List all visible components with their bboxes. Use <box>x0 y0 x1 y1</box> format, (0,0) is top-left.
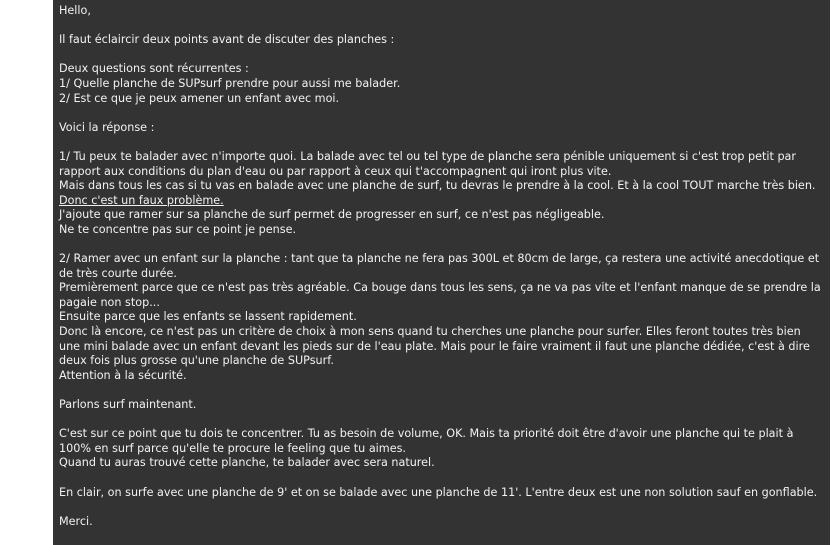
surf-header: Parlons surf maintenant. <box>59 398 197 412</box>
answer-1-line-5: J'ajoute que ramer sur sa planche de surf permet de progresser en surf, ce n'est pas négligeable. <box>59 208 605 222</box>
answer-2-line-9: Attention à la sécurité. <box>59 368 187 382</box>
question-2: 2/ Est ce que je peux amener un enfant avec moi. <box>59 91 340 105</box>
answer-1-line-3: Mais dans tous les cas si tu vas en balade avec une planche de surf, tu devras le prendre à la cool. Et à la cool TOUT marche très bien. <box>59 179 816 193</box>
spacer <box>59 19 829 34</box>
surf-line-1: C'est sur ce point que tu dois te concentrer. Tu as besoin de volume, OK. Mais ta priorité doit être d'avoir une planche qui te plait à <box>59 427 794 441</box>
surf-line-3: Quand tu auras trouvé cette planche, te balader avec sera naturel. <box>59 456 435 470</box>
answer-2-line-7: une mini balade avec un enfant devant les pieds sur de l'eau plate. Mais pour le faire vraiment il faut une planche dédiée, c'est à dire <box>59 339 810 353</box>
post-body <box>59 4 829 529</box>
spacer <box>59 48 829 63</box>
spacer <box>59 135 829 150</box>
answer-2-line-1: 2/ Ramer avec un enfant sur la planche : tant que ta planche ne fera pas 300L et 80cm de large, ça restera une activité anecdotique et <box>59 252 820 266</box>
answer-1-underlined-line: Donc c'est un faux problème. <box>59 193 224 207</box>
conclusion: En clair, on surfe avec une planche de 9' et on se balade avec une planche de 11'. L'entre deux est une non solution sauf en gonflable. <box>59 485 818 499</box>
answer-2-line-5: Ensuite parce que les enfants se lassent rapidement. <box>59 310 357 324</box>
signoff: Merci. <box>59 514 93 528</box>
question-1: 1/ Quelle planche de SUPsurf prendre pour aussi me balader. <box>59 76 401 90</box>
answer-2-line-8: deux fois plus grosse qu'une planche de SUPsurf. <box>59 354 334 368</box>
spacer <box>59 106 829 121</box>
answer-header: Voici la réponse : <box>59 120 155 134</box>
spacer <box>59 383 829 398</box>
answer-2-line-3: Premièrement parce que ce n'est pas très agréable. Ca bouge dans tous les sens, ça ne va pas vite et l'enfant manque de se prendre la <box>59 281 821 295</box>
answer-1-line-2: rapport aux conditions du plan d'eau ou par rapport à ceux qui t'accompagnent qui iront plus vite. <box>59 164 612 178</box>
spacer <box>59 471 829 486</box>
answer-1-line-6: Ne te concentre pas sur ce point je pense. <box>59 222 297 236</box>
intro-text: Il faut éclaircir deux points avant de discuter des planches : <box>59 33 395 47</box>
spacer <box>59 413 829 428</box>
spacer <box>59 500 829 515</box>
answer-2-line-6: Donc là encore, ce n'est pas un critère de choix à mon sens quand tu cherches une planche pour surfer. Elles feront toutes très bien <box>59 325 801 339</box>
greeting: Hello, <box>59 4 91 17</box>
answer-2-line-2: de très courte durée. <box>59 266 177 280</box>
spacer <box>59 238 829 253</box>
surf-line-2: 100% en surf parce qu'elle te procure le feeling que tu aimes. <box>59 441 406 455</box>
answer-2-line-4: pagaie non stop... <box>59 295 160 309</box>
post-panel <box>53 0 830 545</box>
answer-1-line-1: 1/ Tu peux te balader avec n'importe quoi. La balade avec tel ou tel type de planche sera pénible uniquement si c'est trop petit par <box>59 149 797 163</box>
questions-header: Deux questions sont récurrentes : <box>59 62 249 76</box>
